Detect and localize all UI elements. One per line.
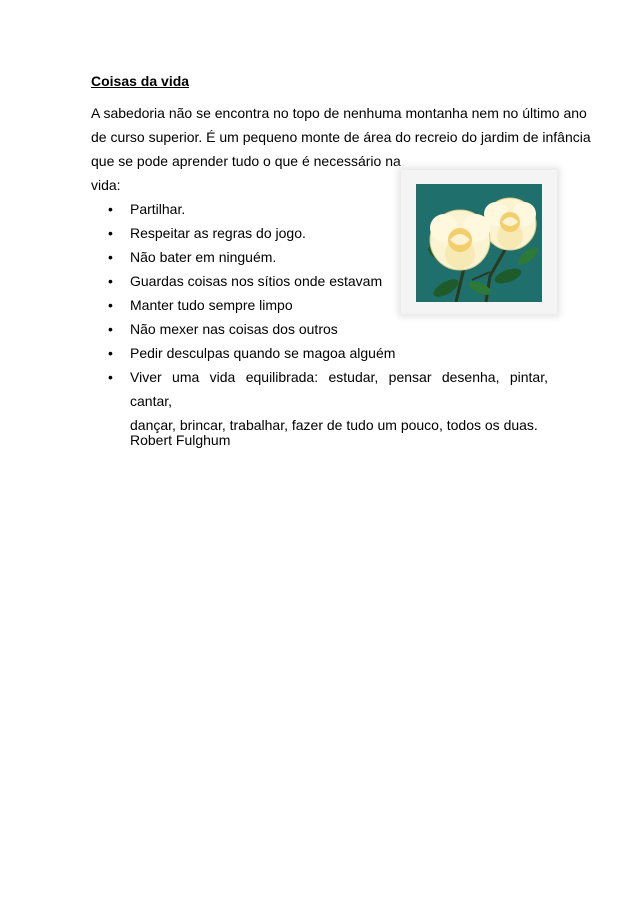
- intro-line-3: que se pode aprender tudo o que é necessário na: [91, 153, 401, 169]
- list-item: • Não mexer nas coisas dos outros: [108, 317, 548, 341]
- intro-line-4: vida:: [91, 177, 121, 193]
- author-name: Robert Fulghum: [130, 432, 231, 448]
- intro-line-2: de curso superior. É um pequeno monte de área do recreio do jardim de infância: [91, 129, 591, 145]
- list-item: [108, 365, 548, 437]
- list-item: • Pedir desculpas quando se magoa alguém: [108, 341, 548, 365]
- intro-line-1: A sabedoria não se encontra no topo de nenhuma montanha nem no último ano: [91, 105, 587, 121]
- list-item: • Manter tudo sempre limpo: [108, 293, 548, 317]
- list-item: • Partilhar.: [108, 197, 548, 221]
- advice-list: [108, 197, 548, 437]
- list-item-line-2: dançar, brincar, trabalhar, fazer de tudo um pouco, todos os duas.: [130, 417, 538, 433]
- list-item-line-1: • Viver uma vida equilibrada: estudar, pensar desenha, pintar, cantar,: [130, 369, 548, 409]
- document-title: Coisas da vida: [91, 73, 190, 89]
- list-item: • Não bater em ninguém.: [108, 245, 548, 269]
- list-item: • Respeitar as regras do jogo.: [108, 221, 548, 245]
- list-item: • Guardas coisas nos sítios onde estavam: [108, 269, 548, 293]
